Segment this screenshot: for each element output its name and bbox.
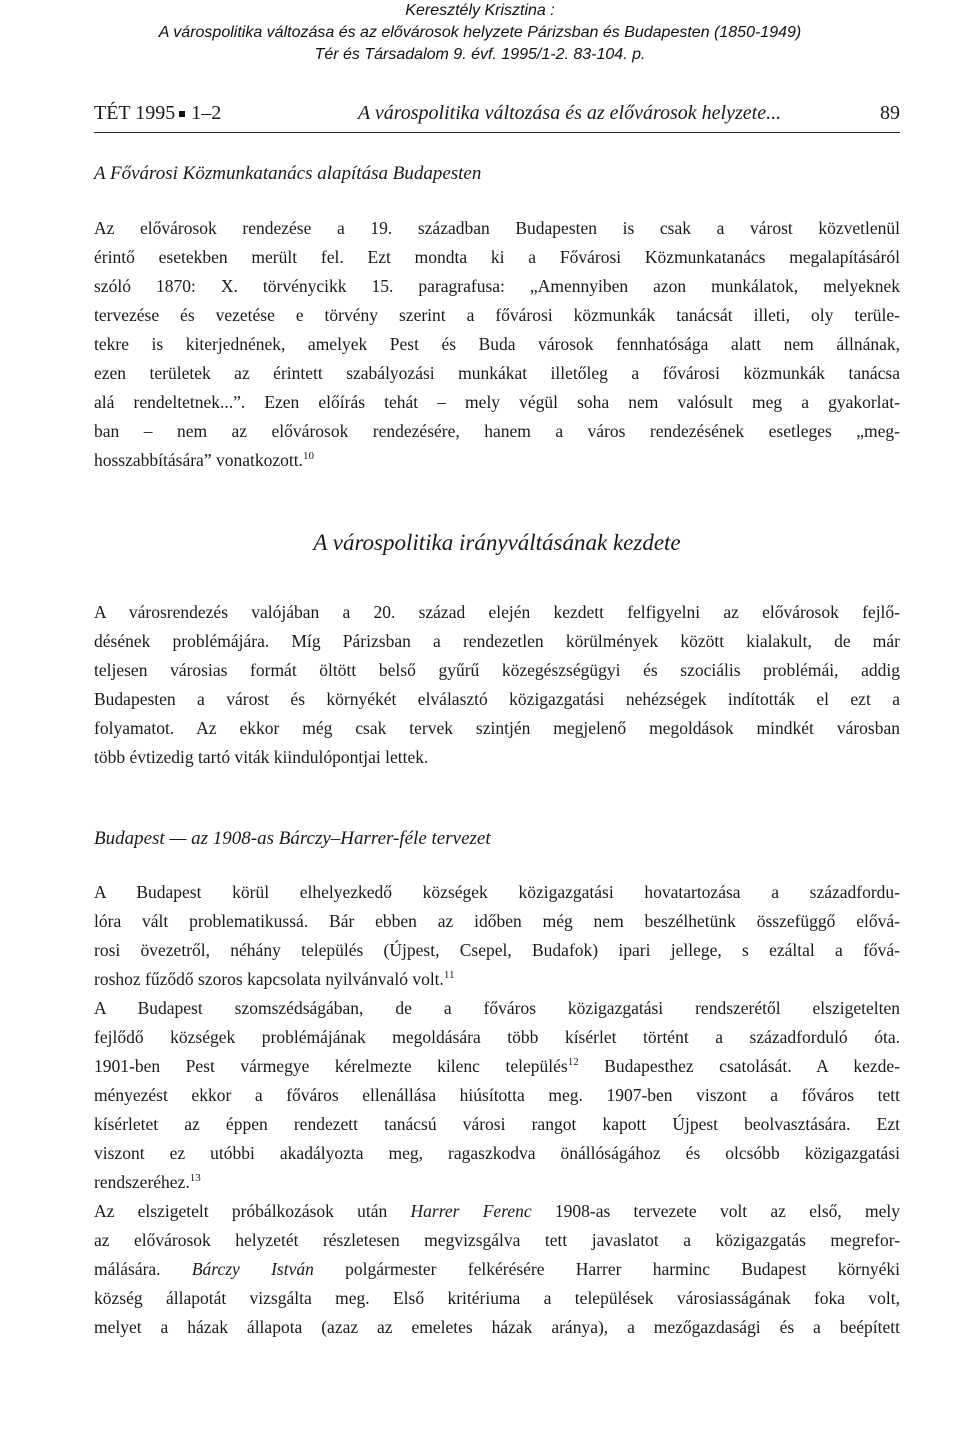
text-line: kísérletet az éppen rendezett tanácsú városi rangot kapott Újpest beolvasztására. Ezt (94, 1114, 900, 1134)
text-line: lóra vált problematikussá. Bár ebben az időben még nem beszélhetünk összefüggő elővá- (94, 911, 900, 931)
page-number: 89 (880, 102, 900, 124)
text-line: roshoz fűződő szoros kapcsolata nyilvánvaló volt.$^{11}$ (94, 969, 455, 989)
text-line: Budapesten a várost és környékét elválasztó közigazgatási nehézségek indították el ezt a (94, 689, 900, 709)
text-line: ményezést ekkor a főváros ellenállása hiúsította meg. 1907-ben viszont a főváros tett (94, 1085, 900, 1105)
paragraph-section3-2 (94, 994, 900, 1197)
text-line: Az elszigetelt próbálkozások után Harrer Ferenc 1908-as tervezete volt az első, mely (94, 1201, 901, 1221)
footnote-marker: 13 (189, 1172, 201, 1184)
citation-title: A várospolitika változása és az elővárosok helyzete Párizsban és Budapesten (1850-1949) (158, 24, 802, 41)
text-line: tekre is kiterjednének, amelyek Pest és Buda városok fennhatósága alatt nem állnának, (94, 334, 900, 354)
citation-author: Keresztély Krisztina : (405, 2, 555, 19)
footnote-marker: 11 (443, 969, 455, 981)
text-line: Az elővárosok rendezése a 19. században Budapesten is csak a várost közvetlenül (94, 218, 900, 238)
paragraph-section1 (94, 214, 900, 475)
running-head-journal: TÉT 1995 1–2 (94, 102, 222, 124)
square-bullet-icon (179, 111, 185, 117)
text-line: teljesen városias formát öltött belső gyűrű közegészségügyi és szociális problémái, addig (94, 660, 900, 680)
text-line: község állapotát vizsgálta meg. Első kritériuma a települések városiasságának foka volt, (94, 1288, 900, 1308)
text-line: viszont ez utóbbi akadályozta meg, ragaszkodva önállóságához és olcsóbb közigazgatási (94, 1143, 900, 1163)
text-line: fejlődő községek problémájának megoldására több kísérlet történt a századforduló óta. (94, 1027, 900, 1047)
person-name: Harrer Ferenc (410, 1201, 532, 1221)
text-line: hosszabbítására” vonatkozott.$^{10}$ (94, 450, 314, 470)
text-line: ban – nem az elővárosok rendezésére, hanem a város rendezésének esetleges „meg- (94, 421, 900, 441)
text-line: 1901-ben Pest vármegye kérelmezte kilenc település$^{12}$ Budapesthez csatolását. A kezde- (94, 1056, 901, 1076)
text-line: rosi övezetről, néhány település (Újpest, Csepel, Budafok) ipari jellege, s ezáltal a fővá- (94, 940, 900, 960)
text-line: szóló 1870: X. törvénycikk 15. paragrafusa: „Amennyiben azon munkálatok, melyeknek (94, 276, 900, 296)
text-line: több évtizedig tartó viták kiindulópontjai lettek. (94, 747, 429, 767)
text-line: az elővárosok helyzetét részletesen megvizsgálva tett javaslatot a közigazgatás megrefor- (94, 1230, 900, 1250)
text-line: A Budapest körül elhelyezkedő községek közigazgatási hovatartozása a századfordu- (94, 882, 900, 902)
running-head (94, 98, 900, 133)
person-name: Bárczy István (191, 1259, 314, 1279)
section-heading-3: Budapest — az 1908-as Bárczy–Harrer-féle tervezet (94, 828, 491, 849)
footnote-marker: 12 (567, 1056, 579, 1068)
running-head-title: A várospolitika változása és az elővárosok helyzete... (358, 102, 782, 124)
text-line: érintő esetekben merült fel. Ezt mondta ki a Fővárosi Közmunkatanács megalapításáról (94, 247, 900, 267)
text-line: désének problémájára. Míg Párizsban a rendezetlen körülmények között kialakult, de már (94, 631, 900, 651)
paragraph-section2 (94, 598, 900, 772)
text-line: A városrendezés valójában a 20. század elején kezdett felfigyelni az elővárosok fejlő- (94, 602, 900, 622)
footnote-marker: 10 (302, 450, 314, 462)
text-line: A Budapest szomszédságában, de a főváros közigazgatási rendszerétől elszigetelten (94, 998, 900, 1018)
paragraph-section3-1 (94, 878, 900, 994)
section-heading-1: A Fővárosi Közmunkatanács alapítása Budapesten (94, 163, 482, 184)
text-line: málására. Bárczy István polgármester felkérésére Harrer harminc Budapest környéki (94, 1259, 900, 1279)
text-line: tervezése és vezetése e törvény szerint a fővárosi közmunkák tanácsát illeti, oly terüle- (94, 305, 900, 325)
text-line: melyet a házak állapota (azaz az emeletes házak aránya), a mezőgazdasági és a beépített (94, 1317, 900, 1337)
citation-source: Tér és Társadalom 9. évf. 1995/1-2. 83-104. p. (314, 46, 646, 63)
text-line: folyamatot. Az ekkor még csak tervek szintjén megjelenő megoldások mindkét városban (94, 718, 900, 738)
citation-header (0, 0, 960, 66)
text-line: alá rendeltetnek...”. Ezen előírás tehát – mely végül soha nem valósult meg a gyakorlat- (94, 392, 900, 412)
paragraph-section3-3 (94, 1197, 900, 1342)
section-heading-2: A várospolitika irányváltásának kezdete (313, 530, 681, 555)
text-line: rendszeréhez.$^{13}$ (94, 1172, 201, 1192)
text-line: ezen területek az érintett szabályozási munkákat illetőleg a fővárosi közmunkák tanácsa (94, 363, 900, 383)
